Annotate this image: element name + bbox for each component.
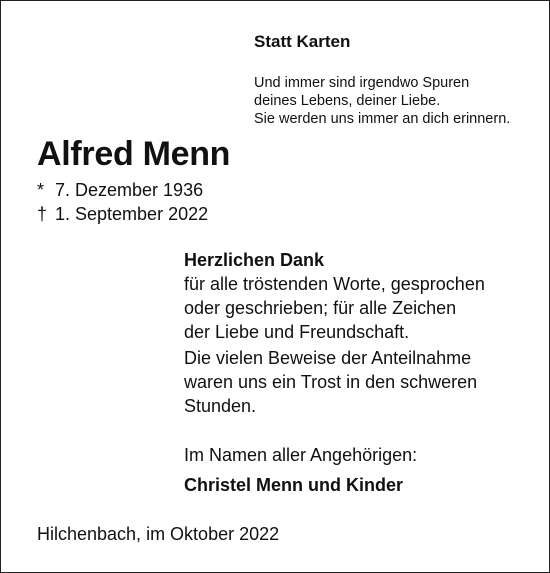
place-date: Hilchenbach, im Oktober 2022 [37, 524, 280, 544]
thanks-line: waren uns ein Trost in den schweren [184, 372, 478, 392]
birth-symbol: * [37, 180, 45, 200]
death-row [37, 202, 208, 226]
family-section [184, 443, 417, 497]
family-signature: Christel Menn und Kinder [184, 475, 404, 495]
thanks-section [184, 248, 485, 418]
birth-row [37, 178, 208, 202]
thanks-line: oder geschrieben; für alle Zeichen [184, 298, 457, 318]
family-intro: Im Namen aller Angehörigen: [184, 445, 418, 465]
deceased-name: Alfred Menn [37, 135, 231, 173]
thanks-line: Die vielen Beweise der Anteilnahme [184, 348, 472, 368]
statt-karten-heading: Statt Karten [254, 32, 351, 51]
quote-line: Sie werden uns immer an dich erinnern. [254, 111, 511, 127]
thanks-line: der Liebe und Freundschaft. [184, 322, 410, 342]
thanks-line: Stunden. [184, 396, 257, 416]
death-symbol: † [37, 204, 48, 224]
quote-line: deines Lebens, deiner Liebe. [254, 93, 441, 109]
memorial-quote [254, 74, 510, 128]
thanks-line: für alle tröstenden Worte, gesprochen [184, 274, 485, 294]
birth-date: 7. Dezember 1936 [55, 180, 204, 200]
thanks-heading: Herzlichen Dank [184, 250, 325, 270]
life-dates [37, 178, 208, 226]
death-date: 1. September 2022 [55, 204, 209, 224]
quote-line: Und immer sind irgendwo Spuren [254, 75, 470, 91]
